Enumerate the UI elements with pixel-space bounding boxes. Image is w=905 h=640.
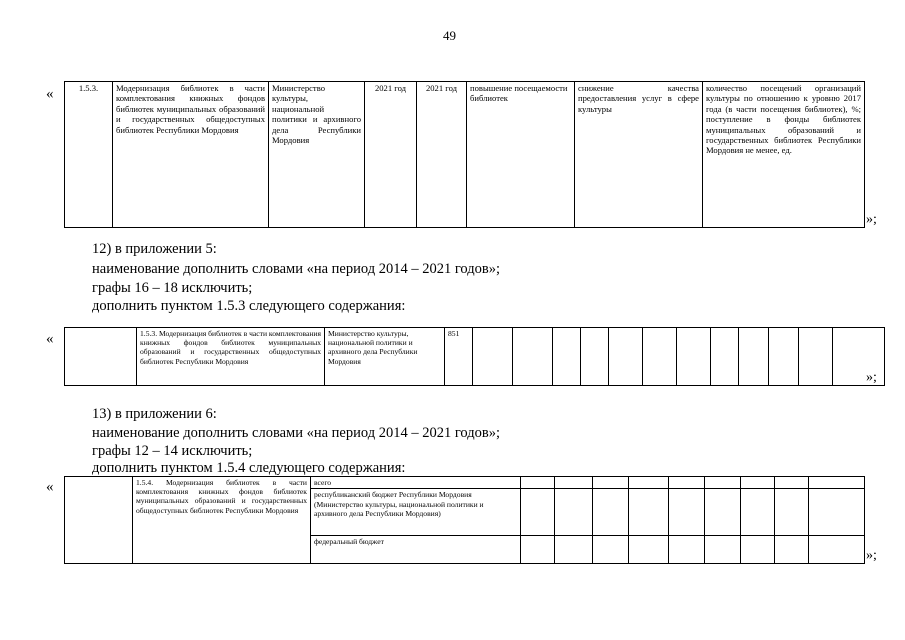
t3-name: 1.5.4. Модернизация библиотек в части комплектования книжных фондов библиотек муниципальных образований и государственных общедоступных библиотек Республики Мордовия [133, 477, 311, 564]
t2-cell [677, 328, 711, 386]
open-quote-1: « [46, 86, 54, 102]
t3-cell [629, 535, 669, 563]
t2-cell [513, 328, 553, 386]
s12-item: 12) в приложении 5: [92, 241, 217, 257]
t3-cell [521, 535, 555, 563]
t2-name: 1.5.3. Модернизация библиотек в части комплектования книжных фондов библиотек муниципальных образований и государственных общедоступных библиотек Республики Мордовия [137, 328, 325, 386]
t3-cell [629, 477, 669, 489]
s13-line1: наименование дополнить словами «на период 2014 – 2021 годов»; [92, 425, 501, 441]
t1-start: 2021 год [365, 82, 417, 228]
t3-cell [593, 535, 629, 563]
t2-cell [711, 328, 739, 386]
t3-cell [809, 477, 865, 489]
t3-cell [809, 489, 865, 535]
t3-cell [775, 477, 809, 489]
t2-cell [609, 328, 643, 386]
t3-cell [741, 489, 775, 535]
t1-result: повышение посещаемости библиотек [467, 82, 575, 228]
close-quote-1: »; [866, 212, 877, 227]
t3-blank [65, 477, 133, 564]
s12-line3: дополнить пунктом 1.5.3 следующего содержания: [92, 298, 406, 314]
open-quote-2: « [46, 331, 54, 347]
t3-cell [555, 489, 593, 535]
t3-row3-label: федеральный бюджет [311, 535, 521, 563]
s12-line2: графы 16 – 18 исключить; [92, 280, 253, 296]
t3-row1-label: всего [311, 477, 521, 489]
s12-line1: наименование дополнить словами «на период 2014 – 2021 годов»; [92, 261, 501, 277]
close-quote-2: »; [866, 370, 877, 385]
t3-cell [555, 535, 593, 563]
s13-item: 13) в приложении 6: [92, 406, 217, 422]
t3-cell [741, 535, 775, 563]
table-2 [64, 327, 885, 386]
t3-row2-label: республиканский бюджет Республики Мордовия (Министерство культуры, национальной политики и архивного дела Республики Мордовия) [311, 489, 521, 535]
t3-cell [705, 489, 741, 535]
t1-indicator: количество посещений организаций культуры по отношению к уровню 2017 года (в части посещения библиотек), %; поступление в фонды библиотек муниципальных образований и государственных библиотек Республики Мордовия не менее, ед. [703, 82, 865, 228]
t3-cell [593, 489, 629, 535]
open-quote-3: « [46, 479, 54, 495]
table-1 [64, 81, 865, 228]
t2-cell [581, 328, 609, 386]
s13-line2: графы 12 – 14 исключить; [92, 443, 253, 459]
s13-line3: дополнить пунктом 1.5.4 следующего содержания: [92, 460, 406, 476]
t2-cell [769, 328, 799, 386]
t3-cell [521, 477, 555, 489]
t3-cell [555, 477, 593, 489]
t1-end: 2021 год [417, 82, 467, 228]
t2-blank [65, 328, 137, 386]
t2-cell [643, 328, 677, 386]
t3-cell [741, 477, 775, 489]
t3-cell [705, 477, 741, 489]
t3-cell [521, 489, 555, 535]
t3-cell [629, 489, 669, 535]
t2-cell [473, 328, 513, 386]
t3-cell [669, 477, 705, 489]
t3-cell [669, 535, 705, 563]
t2-cell [553, 328, 581, 386]
t3-cell [809, 535, 865, 563]
t1-name: Модернизация библиотек в части комплектования книжных фондов библиотек муниципальных образований и государственных общедоступных библиотек Республики Мордовия [113, 82, 269, 228]
t3-cell [593, 477, 629, 489]
table-3 [64, 476, 865, 564]
t1-executor: Министерство культуры, национальной политики и архивного дела Республики Мордовия [269, 82, 365, 228]
t3-cell [775, 489, 809, 535]
t2-executor: Министерство культуры, национальной политики и архивного дела Республики Мордовия [325, 328, 445, 386]
t3-cell [705, 535, 741, 563]
t3-cell [775, 535, 809, 563]
t2-cell [799, 328, 833, 386]
t2-code: 851 [445, 328, 473, 386]
t3-cell [669, 489, 705, 535]
t1-consequence: снижение качества предоставления услуг в сфере культуры [575, 82, 703, 228]
t1-num: 1.5.3. [65, 82, 113, 228]
page-number: 49 [443, 28, 456, 43]
close-quote-3: »; [866, 548, 877, 563]
t2-cell [739, 328, 769, 386]
